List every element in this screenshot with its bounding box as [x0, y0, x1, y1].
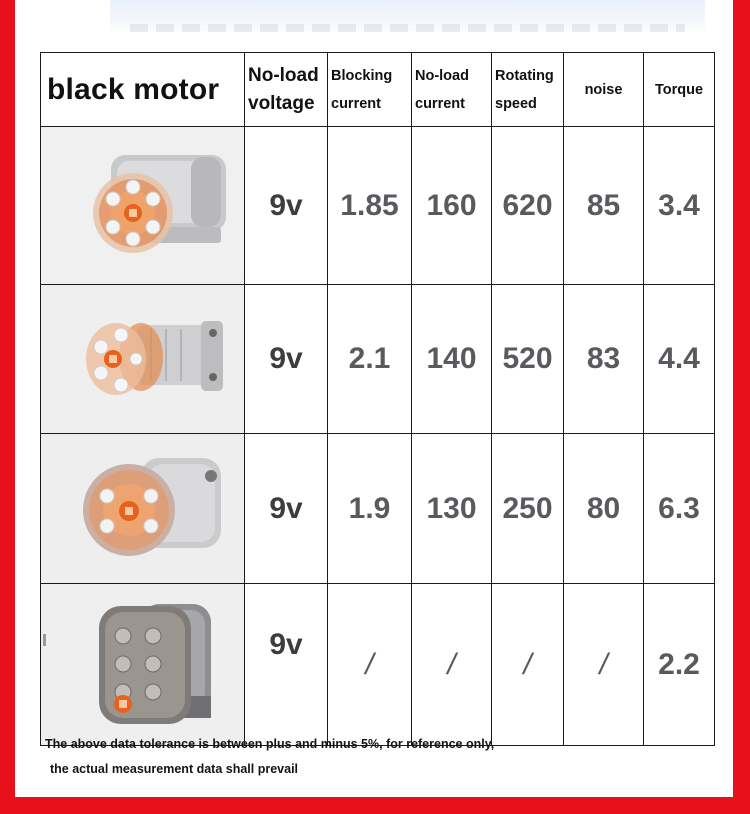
- cell-noload-current: 140: [412, 285, 492, 434]
- cell-speed: 620: [492, 127, 564, 285]
- motor-image-4: [41, 584, 245, 746]
- footnote-line-2: the actual measurement data shall prevail: [50, 762, 299, 776]
- header-torque: Torque: [644, 53, 715, 127]
- cell-speed: /: [492, 584, 564, 746]
- cell-torque: 2.2: [644, 584, 715, 746]
- cell-voltage: 9v: [245, 127, 328, 285]
- header-noise: noise: [564, 53, 644, 127]
- motor-image-2: [41, 285, 245, 434]
- cell-voltage: 9v: [245, 434, 328, 584]
- header-row: [41, 53, 715, 127]
- table-row: [41, 434, 715, 584]
- header-blocking-current: Blocking current: [328, 53, 412, 127]
- cell-speed: 520: [492, 285, 564, 434]
- spec-sheet: [15, 0, 733, 797]
- cell-noise: 80: [564, 434, 644, 584]
- cell-voltage: 9v: [245, 584, 328, 746]
- table-row: [41, 584, 715, 746]
- cell-noload-current: 160: [412, 127, 492, 285]
- cell-noise: /: [564, 584, 644, 746]
- cell-speed: 250: [492, 434, 564, 584]
- cell-blocking-current: 1.85: [328, 127, 412, 285]
- header-noload-current: No-load current: [412, 53, 492, 127]
- cell-blocking-current: 2.1: [328, 285, 412, 434]
- cell-blocking-current: /: [328, 584, 412, 746]
- cell-noise: 83: [564, 285, 644, 434]
- cell-noload-current: 130: [412, 434, 492, 584]
- table-row: [41, 127, 715, 285]
- cell-voltage: 9v: [245, 285, 328, 434]
- header-rotating-speed: Rotating speed: [492, 53, 564, 127]
- cell-torque: 3.4: [644, 127, 715, 285]
- cell-noload-current: /: [412, 584, 492, 746]
- cell-torque: 4.4: [644, 285, 715, 434]
- table-row: [41, 285, 715, 434]
- top-banner: [110, 0, 705, 34]
- header-noload-voltage: No-load voltage: [245, 53, 328, 127]
- motor-image-1: [41, 127, 245, 285]
- spec-table: [40, 52, 715, 746]
- cell-blocking-current: 1.9: [328, 434, 412, 584]
- header-title: black motor: [41, 53, 245, 127]
- footnote-line-1: The above data tolerance is between plus and minus 5%, for reference only,: [45, 737, 495, 751]
- cell-noise: 85: [564, 127, 644, 285]
- motor-image-3: [41, 434, 245, 584]
- cell-torque: 6.3: [644, 434, 715, 584]
